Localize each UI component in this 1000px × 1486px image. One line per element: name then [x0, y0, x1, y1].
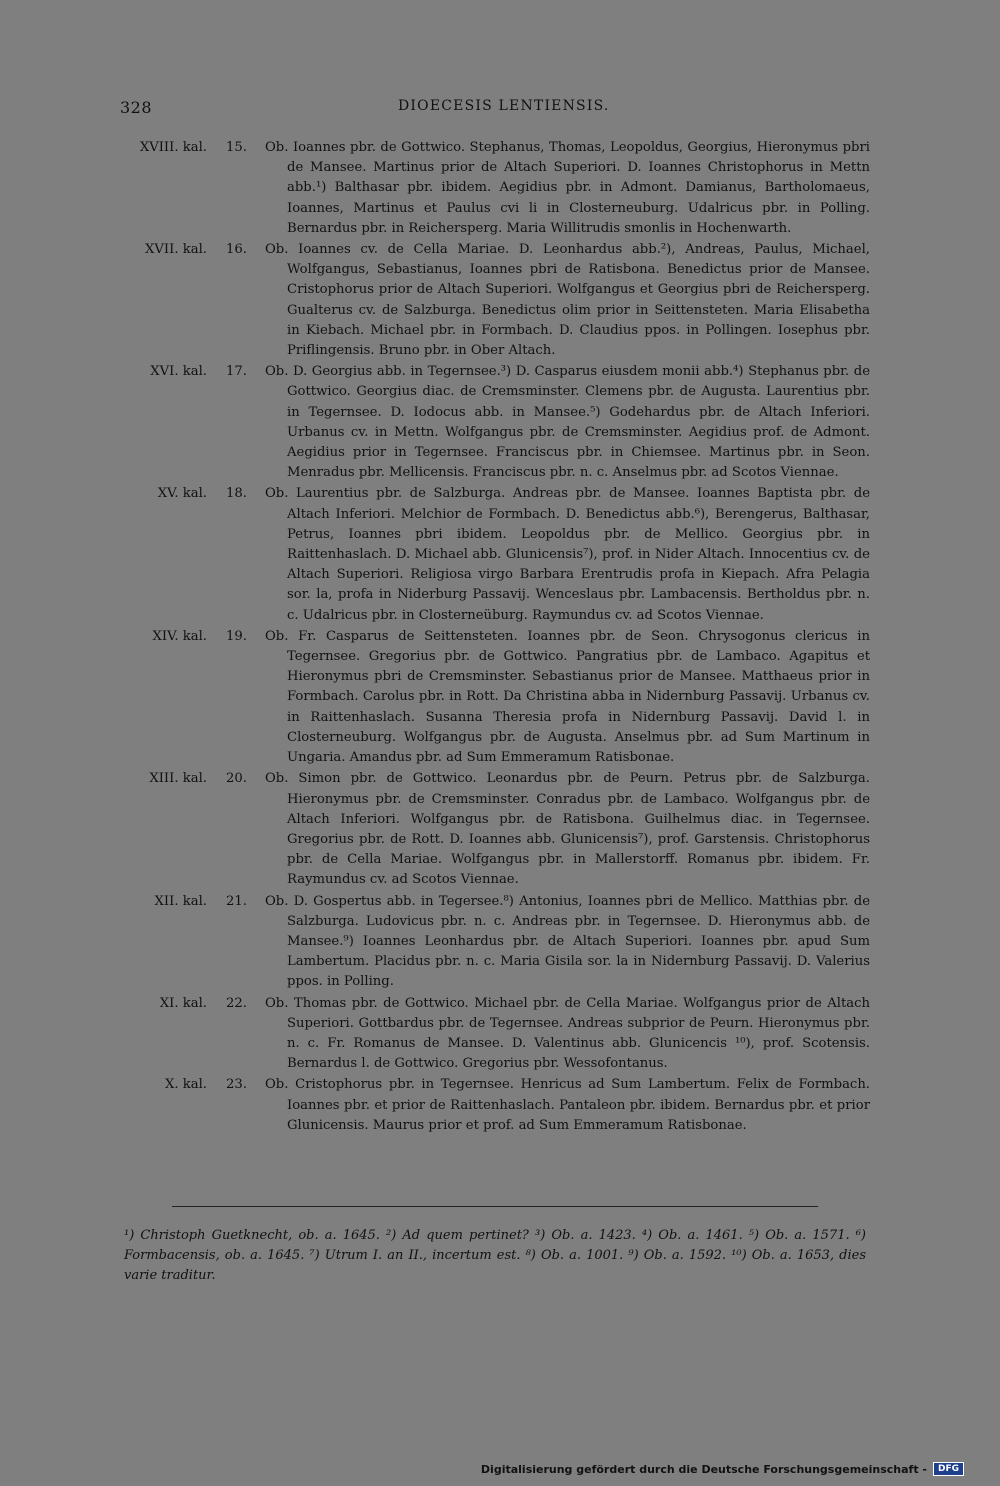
entry — [100, 892, 870, 993]
entry-date: XVI. kal. — [150, 364, 207, 380]
entry-day: 21. — [226, 893, 247, 909]
entry-text: Ob. Cristophorus pbr. in Tegernsee. Henricus ad Sum Lambertum. Felix de Formbach. Ioannes pbr. et prior de Raittenhaslach. Pantaleon pbr. ibidem. Bernardus pbr. et prior Glunicensis. Maurus prior et prof. ad Sum Emmeramum Ratisbonae. — [265, 1077, 870, 1133]
entry — [100, 484, 870, 625]
entry-day: 23. — [226, 1077, 247, 1093]
entry-text: Ob. Simon pbr. de Gottwico. Leonardus pbr. de Peurn. Petrus pbr. de Salzburga. Hieronymus pbr. de Cremsminster. Conradus pbr. de Lambaco. Wolfgangus pbr. de Altach Inferiori. Wolfgangus pbr. de Ratisbona. Guilhelmus diac. in Tegernsee. Gregorius pbr. de Rott. D. Ioannes abb. Glunicensis⁷), prof. Garstensis. Christophorus pbr. de Cella Mariae. Wolfgangus pbr. in Mallerstorff. Romanus pbr. ibidem. Fr. Raymundus cv. ad Scotos Viennae. — [265, 771, 870, 888]
entry — [100, 138, 870, 239]
entry-date: XVII. kal. — [145, 242, 207, 258]
entry-text: Ob. Ioannes cv. de Cella Mariae. D. Leonhardus abb.²), Andreas, Paulus, Michael, Wolfgangus, Sebastianus, Ioannes pbri de Ratisbona. Benedictus prior de Mansee. Cristophorus prior de Altach Superiori. Wolfgangus et Georgius pbri de Reichersperg. Gualterus cv. de Salzburga. Benedictus olim prior in Seittensteten. Maria Elisabetha in Kiebach. Michael pbr. in Formbach. D. Claudius ppos. in Pollingen. Iosephus pbr. Priflingensis. Bruno pbr. in Ober Altach. — [265, 242, 870, 359]
entry-date: XI. kal. — [159, 995, 207, 1011]
entry-text: Ob. Thomas pbr. de Gottwico. Michael pbr. de Cella Mariae. Wolfgangus prior de Altach Superiori. Gottbardus pbr. de Tegernsee. Andreas subprior de Peurn. Hieronymus pbr. n. c. Fr. Romanus de Mansee. D. Valentinus abb. Glunicencis ¹⁰), prof. Scotensis. Bernardus l. de Gottwico. Gregorius pbr. Wessofontanus. — [265, 995, 870, 1072]
entry-day: 19. — [226, 628, 247, 644]
entry-text: Ob. Ioannes pbr. de Gottwico. Stephanus, Thomas, Leopoldus, Georgius, Hieronymus pbri de Mansee. Martinus prior de Altach Superiori. D. Ioannes Christophorus in Mettn abb.¹) Balthasar pbr. ibidem. Aegidius pbr. in Admont. Damianus, Bartholomaeus, Ioannes, Martinus et Paulus cvi li in Closterneuburg. Udalricus pbr. in Polling. Bernardus pbr. in Reichersperg. Maria Willitrudis smonlis in Hochenwarth. — [265, 140, 870, 236]
footnote-divider — [172, 1206, 818, 1207]
digitization-credit — [481, 1462, 964, 1476]
entry — [100, 769, 870, 890]
entry — [100, 240, 870, 361]
entry-day: 15. — [226, 140, 247, 155]
entry-day: 16. — [226, 242, 247, 258]
dfg-logo[interactable]: DFG — [933, 1462, 964, 1476]
entry-text: Ob. Laurentius pbr. de Salzburga. Andreas pbr. de Mansee. Ioannes Baptista pbr. de Altach Inferiori. Melchior de Formbach. D. Benedictus abb.⁶), Berengerus, Balthasar, Petrus, Ioannes pbri ibidem. Leopoldus pbr. de Mellico. Georgius pbr. in Raittenhaslach. D. Michael abb. Glunicensis⁷), prof. in Nider Altach. Innocentius cv. de Altach Superiori. Religiosa virgo Barbara Erentrudis profa in Kiepach. Afra Pelagia sor. la, profa in Niderburg Passavij. Wenceslaus pbr. Lambacensis. Bertholdus pbr. n. c. Udalricus pbr. in Closterneüburg. Raymundus cv. ad Scotos Viennae. — [265, 486, 870, 623]
page-number: 328 — [120, 98, 153, 117]
entry-date: XIII. kal. — [149, 771, 207, 787]
entry — [100, 362, 870, 483]
footnotes: ¹) Christoph Guetknecht, ob. a. 1645. ²) Ad quem pertinet? ³) Ob. a. 1423. ⁴) Ob. a. 1461. ⁵) Ob. a. 1571. ⁶) Formbacensis, ob. a. 1645. ⁷) Utrum I. an II., incertum est. ⁸) Ob. a. 1001. ⁹) Ob. a. 1592. ¹⁰) Ob. a. 1653, dies varie traditur. — [124, 1228, 866, 1283]
entry-date: XV. kal. — [157, 486, 207, 502]
running-title: DIOECESIS LENTIENSIS. — [398, 98, 610, 114]
necrology-entries — [100, 138, 870, 1137]
entry — [100, 627, 870, 768]
entry-date: XIV. kal. — [152, 628, 207, 644]
entry-day: 22. — [226, 995, 247, 1011]
entry-day: 18. — [226, 486, 247, 502]
entry-text: Ob. D. Georgius abb. in Tegernsee.³) D. Casparus eiusdem monii abb.⁴) Stephanus pbr. de Gottwico. Georgius diac. de Cremsminster. Clemens pbr. de Augusta. Laurentius pbr. in Tegernsee. D. Iodocus abb. in Mansee.⁵) Godehardus pbr. de Altach Inferiori. Urbanus cv. in Mettn. Wolfgangus pbr. de Cremsminster. Aegidius prof. de Admont. Aegidius prior in Tegernsee. Franciscus pbr. in Chiemsee. Martinus pbr. in Seon. Menradus pbr. Mellicensis. Franciscus pbr. n. c. Anselmus pbr. ad Scotos Viennae. — [265, 364, 870, 481]
entry-text: Ob. D. Gospertus abb. in Tegersee.⁸) Antonius, Ioannes pbri de Mellico. Matthias pbr. de Salzburga. Ludovicus pbr. n. c. Andreas pbr. in Tegernsee. D. Hieronymus abb. de Mansee.⁹) Ioannes Leonhardus pbr. de Altach Superiori. Ioannes pbr. apud Sum Lambertum. Placidus pbr. n. c. Maria Gisila sor. la in Nidernburg Passavij. D. Valerius ppos. in Polling. — [265, 893, 870, 990]
entry — [100, 1075, 870, 1136]
credit-text: Digitalisierung gefördert durch die Deutsche Forschungsgemeinschaft - — [480, 1462, 927, 1476]
entry-date: X. kal. — [164, 1077, 207, 1093]
entry-day: 20. — [226, 771, 247, 787]
entry-date: XII. kal. — [154, 893, 207, 909]
entry-day: 17. — [226, 364, 247, 380]
entry — [100, 994, 870, 1075]
entry-text: Ob. Fr. Casparus de Seittensteten. Ioannes pbr. de Seon. Chrysogonus clericus in Tegernsee. Gregorius pbr. de Gottwico. Pangratius pbr. de Lambaco. Agapitus et Hieronymus pbri de Cremsminster. Sebastianus prior de Mansee. Matthaeus prior in Formbach. Carolus pbr. in Rott. Da Christina abba in Nidernburg Passavij. Urbanus cv. in Raittenhaslach. Susanna Theresia profa in Nidernburg Passavij. David l. in Closterneuburg. Wolfgangus pbr. de Augusta. Anselmus pbr. ad Sum Martinum in Ungaria. Amandus pbr. ad Sum Emmeramum Ratisbonae. — [265, 628, 870, 766]
entry-date: XVIII. kal. — [139, 140, 207, 155]
